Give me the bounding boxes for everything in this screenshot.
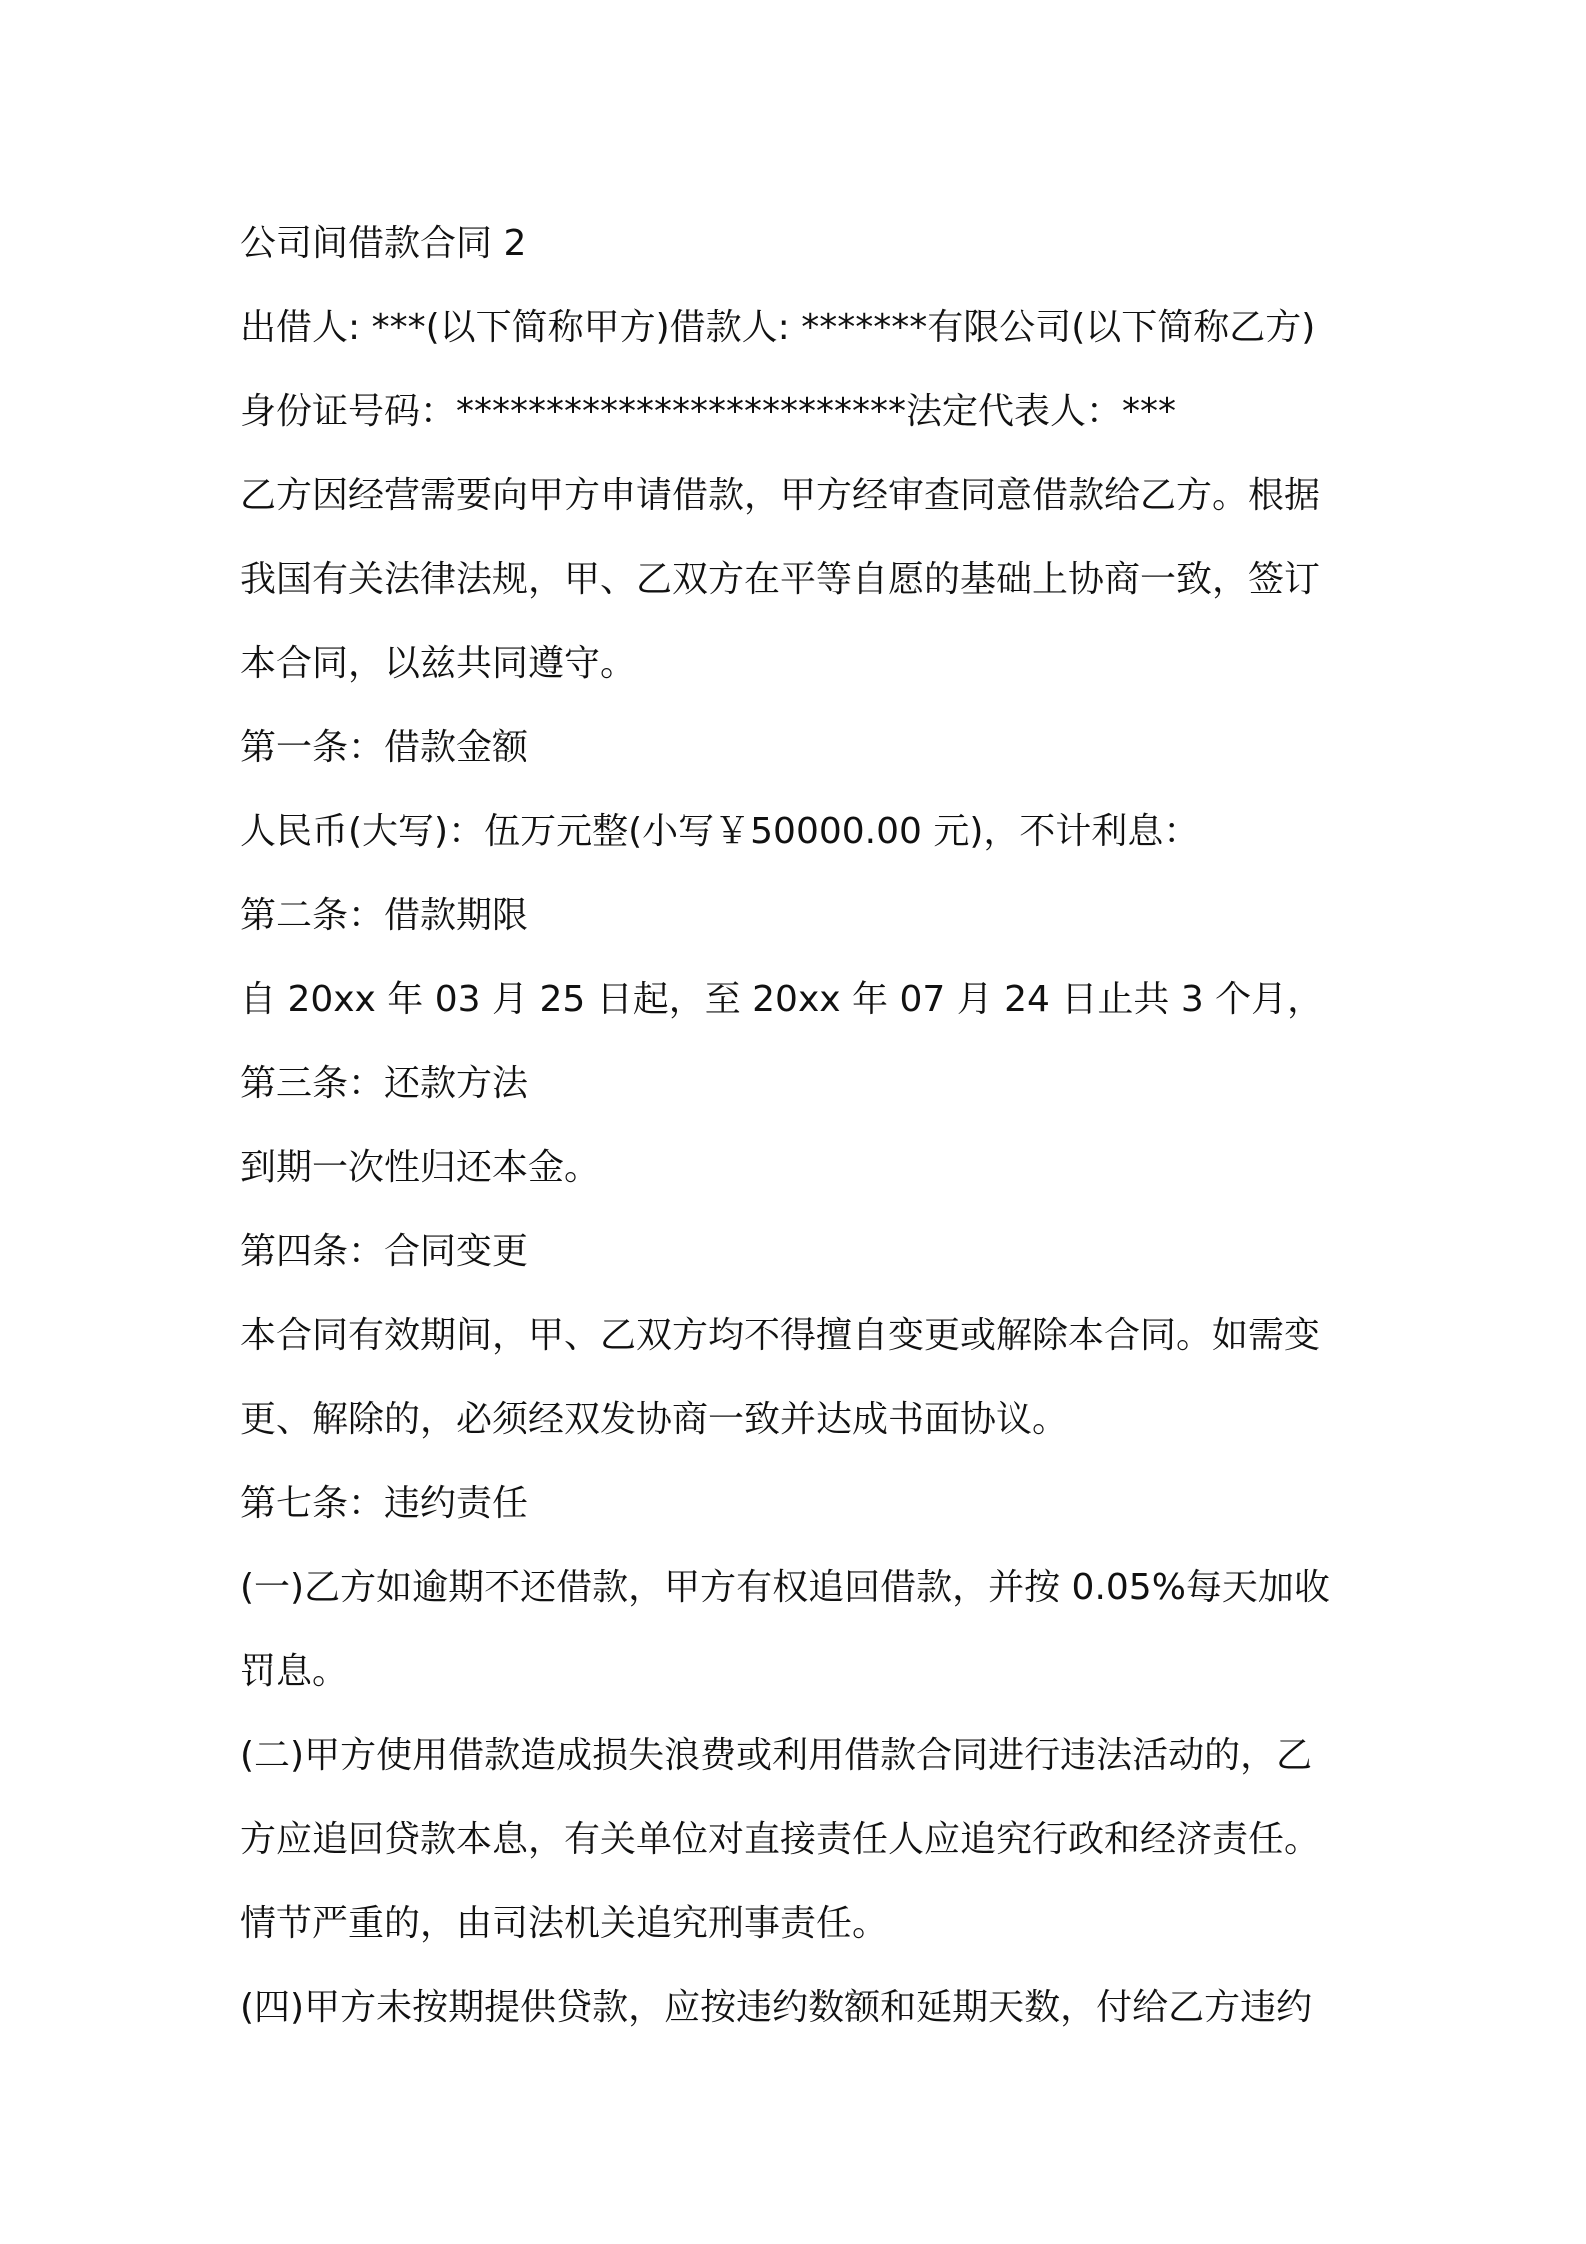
article-7-heading: 第七条：违约责任	[240, 1483, 529, 1524]
article-4-text-line-2: 更、解除的，必须经双发协商一致并达成书面协议。	[240, 1399, 1069, 1440]
preamble-line-1: 乙方因经营需要向甲方申请借款，甲方经审查同意借款给乙方。根据	[240, 475, 1321, 516]
clause-1-line-2: 罚息。	[240, 1651, 349, 1692]
article-1-heading: 第一条：借款金额	[240, 727, 529, 768]
article-3-heading: 第三条：还款方法	[240, 1063, 529, 1104]
article-2-heading: 第二条：借款期限	[240, 895, 529, 936]
clause-2-line-1: (二)甲方使用借款造成损失浪费或利用借款合同进行违法活动的，乙	[240, 1735, 1313, 1776]
clause-2-line-3: 情节严重的，由司法机关追究刑事责任。	[240, 1903, 889, 1944]
article-1-text: 人民币(大写)：伍万元整(小写￥50000.00 元)，不计利息：	[240, 811, 1200, 852]
article-2-text: 自 20xx 年 03 月 25 日起，至 20xx 年 07 月 24 日止共 3 个月，	[240, 979, 1324, 1020]
article-4-text-line-1: 本合同有效期间，甲、乙双方均不得擅自变更或解除本合同。如需变	[240, 1315, 1321, 1356]
clause-2-line-2: 方应追回贷款本息，有关单位对直接责任人应追究行政和经济责任。	[240, 1819, 1321, 1860]
preamble-line-2: 我国有关法律法规，甲、乙双方在平等自愿的基础上协商一致，签订	[240, 559, 1321, 600]
preamble-line-3: 本合同，以兹共同遵守。	[240, 643, 637, 684]
article-4-heading: 第四条：合同变更	[240, 1231, 529, 1272]
document-body	[240, 202, 1370, 2050]
clause-1-line-1: (一)乙方如逾期不还借款，甲方有权追回借款，并按 0.05%每天加收	[240, 1567, 1330, 1608]
document-title: 公司间借款合同 2	[240, 223, 527, 264]
article-3-text: 到期一次性归还本金。	[240, 1147, 601, 1188]
id-number-line: 身份证号码：*************************法定代表人：***	[240, 391, 1177, 432]
parties-line: 出借人: ***(以下简称甲方)借款人: *******有限公司(以下简称乙方)	[240, 307, 1316, 348]
clause-4-line-1: (四)甲方未按期提供贷款，应按违约数额和延期天数，付给乙方违约	[240, 1987, 1313, 2028]
